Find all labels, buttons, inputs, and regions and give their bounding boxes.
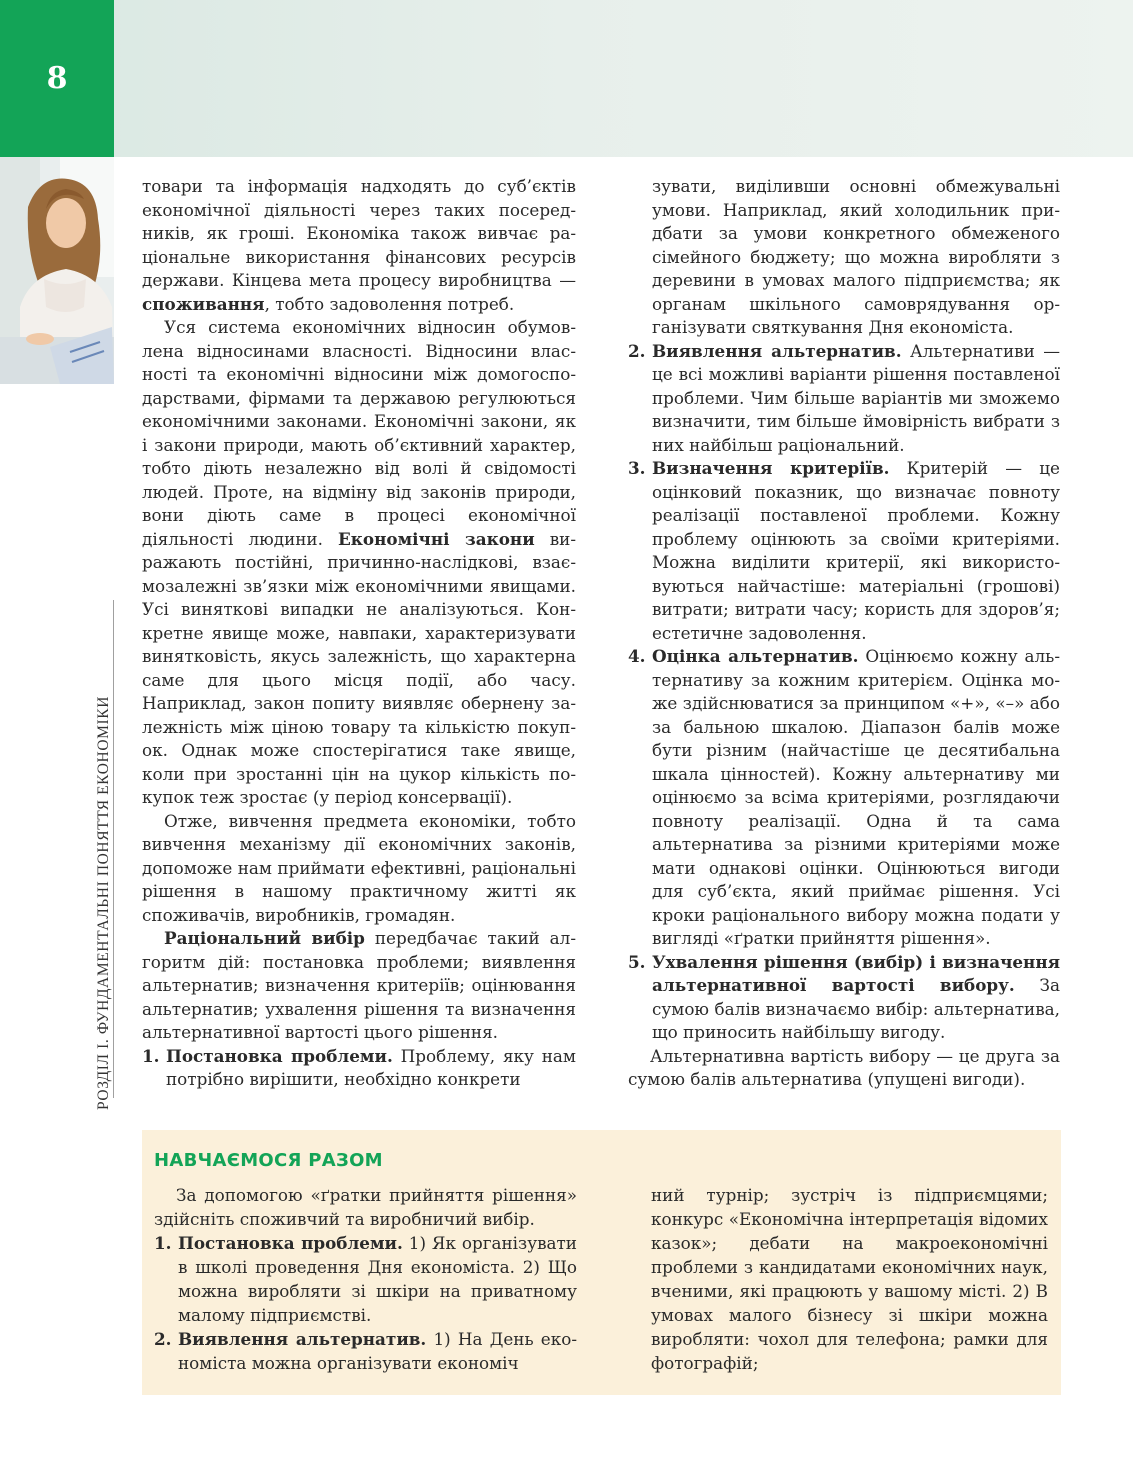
box-intro: За допомогою «ґратки прийняття рішення» здійсніть споживчий та виробничий вибір.: [154, 1185, 577, 1229]
term-bold: Економічні закони: [338, 528, 535, 549]
box-left-column: [154, 1183, 577, 1375]
side-rule: [113, 600, 114, 1098]
list-item: [142, 1045, 576, 1092]
list-text: [652, 340, 1060, 458]
list-number: 2.: [154, 1329, 172, 1349]
page-number: 8: [0, 0, 114, 157]
paragraph: Отже, вивчення предмета економіки, тобто вивчення механізму дії економічних законів, допоможе нам приймати ефективні, раціональні рішення в нашому практичному житті як споживачів, виробників, громадян.: [142, 810, 576, 925]
list-number: 1.: [142, 1045, 160, 1066]
text: передбачає такий алгоритм дій: постановка проблеми; виявлення альтернатив; визначення критеріїв; оцінювання альтернатив; ухвалення рішення та визначення альтернативної вартості цього рішення.: [142, 928, 577, 1042]
paragraph: Альтернативна вартість вибору — це друга за сумою балів альтернатива (упущені вигоди).: [628, 1045, 1060, 1089]
text: Уся система економічних відносин обумовлена відносинами власності. Відносини власності та економічні відносини між домогосподарствами, фірмами та державою регулюються економічними законами. Економічні закони, як і закони природи, мають об’єктивний характер, тобто діють незалежно від волі й свідомості людей. Проте, на відміну від законів природи, вони діють саме в процесі економічної діяльності людини.: [142, 317, 576, 549]
text: виражають постійні, причинно-наслідкові, взаємозалежні зв’язки між економічними явищами. Усі виняткові випадки не аналізуються. Конкретне явище може, навпаки, характеризувати винятковість, якусь залежність, що характерна саме для цього місця події, або часу. Наприклад, закон попиту виявляє обернену залежність між ціною товару та кількістю покупок. Однак може спостерігатися таке явище, коли при зростанні цін на цукор кількість покупок теж зростає (у період консервації).: [142, 528, 577, 807]
list-item-continuation: [628, 175, 1060, 340]
box-right-column: [651, 1183, 1048, 1375]
woman-at-desk-photo: [0, 157, 114, 384]
right-column: [628, 175, 1060, 1092]
paragraph: [142, 927, 576, 1045]
list-number: 3.: [628, 458, 646, 478]
term-bold: Оцінка альтернатив.: [652, 646, 859, 666]
list-text: [166, 1045, 576, 1092]
text: Оцінюємо кожну альтернативу за кожним критерієм. Оцінка може здійснюватися за принципом «+», «–» або за бальною шкалою. Діапазон балів може бути різним (найчастіше це десятибальна шкала цінностей). Кожну альтернативу ми оцінюємо за всіма критеріями, розглядаючи повноту реалізації. Одна й та сама альтернатива за різними критеріями може мати однакові оцінки. Оцінюються вигоди для суб’єкта, який приймає рішення. Усі кроки раціонального вибору можна подати у вигляді «ґратки прийняття рішення».: [652, 646, 1060, 948]
list-item: [154, 1327, 577, 1375]
list-number: 1.: [154, 1233, 172, 1253]
text: товари та інформація надходять до суб’єктів економічної діяльності через таких посередників, як гроші. Економіка також вивчає раціональне використання фінансових ресурсів держави. Кінцева мета процесу виробництва —: [142, 176, 576, 290]
list-item: [628, 951, 1060, 1045]
list-number: 5.: [628, 951, 646, 972]
list-text: [178, 1231, 577, 1327]
paragraph: [142, 316, 576, 810]
text: Критерій — це оцінковий показник, що визначає повноту реалізації поставленої проблеми. Кожну проблему оцінюють за своїми критеріями. Можна виділити критерії, які використовуються найчастіше: матеріальні (грошові) витрати; витрати часу; користь для здоров’я; естетичне задоволення.: [652, 458, 1060, 643]
list-text: [178, 1327, 577, 1375]
list-number: 2.: [628, 340, 646, 361]
box-text: ний турнір; зустріч із підприємцями; конкурс «Економічна інтерпретація відомих казок»; дебати на макроекономічні проблеми з кандидатами економічних наук, вченими, які працюють у вашому місті. 2) В умовах малого бізнесу зі шкіри можна виробляти: чохол для телефона; рамки для фотографій;: [651, 1185, 1048, 1373]
term-bold: Постановка проблеми.: [166, 1045, 393, 1066]
box-title: НАВЧАЄМОСЯ РАЗОМ: [154, 1150, 383, 1171]
list-item: [628, 340, 1060, 458]
list-item: [628, 645, 1060, 951]
list-text: [652, 645, 1060, 951]
section-caption: РОЗДІЛ І. ФУНДАМЕНТАЛЬНІ ПОНЯТТЯ ЕКОНОМІКИ: [95, 696, 112, 1110]
text: За сумою балів визначаємо вибір: альтернатива, що приносить найбільшу вигоду.: [652, 975, 1060, 1042]
list-item: [154, 1231, 577, 1327]
list-text: зувати, виділивши основні обмежувальні умови. Наприклад, який холодильник придбати за умови конкретного обмеженого сімейного бюджету; що можна виробляти з деревини в умовах малого підприємства; як органам шкільного самоврядування організувати святкування Дня економіста.: [652, 176, 1060, 337]
list-text: [652, 951, 1060, 1045]
term-bold: споживання: [142, 293, 265, 314]
term-bold: Визначення критеріїв.: [652, 458, 890, 478]
paragraph: [142, 175, 576, 316]
term-bold: Ухвалення рішення (вибір) і визначення альтернативної вартості вибору.: [652, 951, 1060, 995]
text: Проблему, яку нам потрібно вирішити, необхідно конкрети: [166, 1045, 576, 1089]
term-bold: Виявлення альтернатив.: [178, 1329, 427, 1349]
list-text: [652, 457, 1060, 645]
header-band: [0, 0, 1133, 157]
text: Альтернативи — це всі можливі варіанти рішення поставленої проблеми. Чим більше варіантів ми зможемо визначити, тим більше ймовірність вибрати з них найбільш раціональний.: [652, 340, 1060, 455]
text: 1) На День економіста можна організувати економіч: [178, 1329, 577, 1373]
term-bold: Постановка проблеми.: [178, 1233, 403, 1253]
list-number: 4.: [628, 646, 646, 666]
text: 1) Як організувати в школі проведення Дня економіста. 2) Що можна виробляти зі шкіри на приватному малому підприємстві.: [178, 1233, 577, 1325]
term-bold: Виявлення альтернатив.: [652, 340, 902, 361]
term-bold: Раціональний вибір: [164, 928, 365, 948]
text: , тобто задоволення потреб.: [264, 293, 515, 314]
list-item: [628, 457, 1060, 645]
photo-illustration: [0, 157, 114, 384]
left-column: [142, 175, 576, 1092]
